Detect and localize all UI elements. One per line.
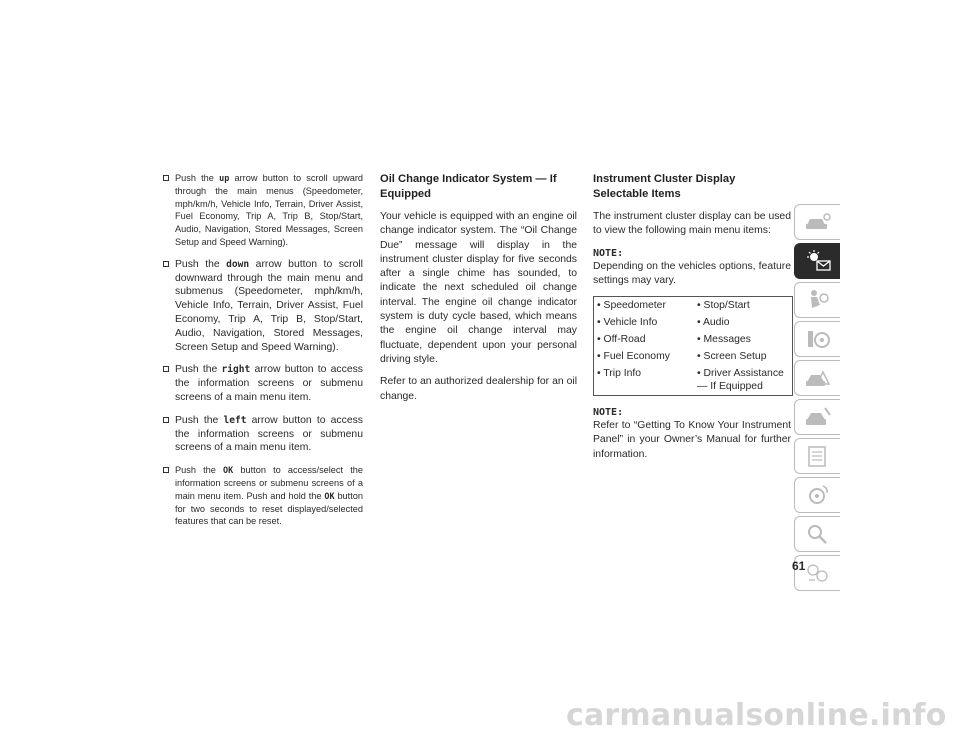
square-bullet-icon bbox=[163, 366, 169, 372]
table-cell: • Off-Road bbox=[597, 334, 646, 346]
square-bullet-icon bbox=[163, 261, 169, 267]
tab-car-wrench[interactable] bbox=[794, 399, 840, 435]
button-keyword: OK bbox=[324, 490, 335, 501]
list-item bbox=[163, 464, 363, 528]
table-cell: • Stop/Start bbox=[697, 300, 750, 312]
magnifier-index-icon bbox=[803, 522, 833, 546]
item-text: button to access/select the information screens or submenu screens of a main menu item. Push and hold the bbox=[175, 465, 363, 501]
paragraph: Your vehicle is equipped with an engine oil change indicator system. The “Oil Change Due” message will display in the instrument cluster display for five seconds after a single chime has sounded, to indicate the next scheduled oil change interval. The engine oil change indicator system is duty cycle based, which means the engine oil change interval may fluctuate, dependent upon your personal driving style. bbox=[380, 211, 577, 365]
button-keyword: up bbox=[219, 173, 230, 183]
table-row bbox=[594, 348, 793, 365]
item-text: Push the bbox=[175, 258, 227, 270]
menu-items-table bbox=[593, 296, 793, 396]
square-bullet-icon bbox=[163, 175, 169, 181]
tab-steering-wheel[interactable] bbox=[794, 321, 840, 357]
watermark: carmanualsonline.info bbox=[566, 698, 947, 733]
note-text: Refer to “Getting To Know Your Instrument Panel” in your Owner’s Manual for further information. bbox=[593, 420, 791, 460]
table-cell: • Trip Info bbox=[597, 368, 642, 380]
specifications-list-icon bbox=[803, 444, 833, 468]
list-item bbox=[163, 172, 363, 249]
tab-index[interactable] bbox=[794, 516, 840, 552]
list-item bbox=[163, 258, 363, 355]
item-text: button for two seconds to reset displayed/selected features that can be reset. bbox=[175, 490, 363, 527]
table-cell: • Fuel Economy bbox=[597, 351, 670, 363]
languages-icon bbox=[803, 561, 833, 585]
item-text: Push the bbox=[175, 414, 224, 426]
table-cell: • Audio bbox=[697, 317, 730, 329]
button-instructions-list bbox=[163, 172, 363, 528]
table-row bbox=[594, 314, 793, 331]
table-cell: • Driver Assistance — If Equipped bbox=[697, 368, 784, 393]
button-keyword: down bbox=[226, 258, 250, 270]
paragraph: The instrument cluster display can be used to view the following main menu items: bbox=[593, 211, 791, 237]
section-heading: Oil Change Indicator System — If Equipped bbox=[380, 173, 557, 200]
button-keyword: left bbox=[223, 414, 247, 426]
note-label: NOTE: bbox=[593, 407, 624, 419]
tab-car-key[interactable] bbox=[794, 204, 840, 240]
note-text: Depending on the vehicles options, feature settings may vary. bbox=[593, 260, 791, 286]
steering-wheel-icon bbox=[803, 327, 833, 351]
list-item bbox=[163, 414, 363, 455]
section-heading: Instrument Cluster Display Selectable Items bbox=[593, 173, 736, 200]
car-key-icon bbox=[803, 210, 833, 234]
table-cell: • Speedometer bbox=[597, 300, 666, 312]
chapter-tabs bbox=[794, 204, 840, 594]
square-bullet-icon bbox=[163, 467, 169, 473]
tab-multimedia[interactable] bbox=[794, 477, 840, 513]
square-bullet-icon bbox=[163, 417, 169, 423]
tab-emergency-car[interactable] bbox=[794, 360, 840, 396]
multimedia-icon bbox=[803, 483, 833, 507]
item-text: Push the bbox=[175, 465, 224, 476]
item-text: arrow button to access the information screens or submenu screens of a main menu item. bbox=[175, 414, 363, 454]
table-row bbox=[594, 297, 793, 315]
tab-airbag-seat[interactable] bbox=[794, 282, 840, 318]
item-text: arrow button to scroll upward through the main menus (Speedometer, mph/km/h, Vehicle Info, Terrain, Driver Assist, Fuel Economy, Trip A, Trip B, Stop/Start, Audio, Navigation, Stored Messages, Screen Setup and Speed Warning). bbox=[175, 173, 364, 247]
note-label: NOTE: bbox=[593, 247, 624, 259]
car-wrench-icon bbox=[803, 405, 833, 429]
column-left bbox=[163, 172, 363, 537]
column-middle bbox=[380, 172, 577, 412]
item-text: arrow button to scroll downward through the main menu and submenus (Speedometer, mph/km/h, Vehicle Info, Terrain, Driver Assist, Fuel Economy, Trip A, Trip B, Stop/Start, Audio, Navigation, Stored Messages, Screen Setup and Speed Warning). bbox=[175, 258, 363, 353]
paragraph: Refer to an authorized dealership for an oil change. bbox=[380, 376, 577, 402]
table-row bbox=[594, 331, 793, 348]
table-cell: • Screen Setup bbox=[697, 351, 767, 363]
item-text: Push the bbox=[175, 173, 220, 183]
table-cell: • Vehicle Info bbox=[597, 317, 658, 329]
button-keyword: OK bbox=[223, 465, 234, 476]
button-keyword: right bbox=[221, 364, 251, 376]
column-right bbox=[593, 172, 791, 462]
tab-warning-lights[interactable] bbox=[794, 243, 840, 279]
table-row bbox=[594, 365, 793, 396]
airbag-seat-icon bbox=[803, 288, 833, 312]
emergency-car-icon bbox=[803, 366, 833, 390]
tab-specifications[interactable] bbox=[794, 438, 840, 474]
list-item bbox=[163, 363, 363, 404]
item-text: Push the bbox=[175, 364, 222, 376]
warning-lights-icon bbox=[803, 249, 833, 273]
page-number: 61 bbox=[792, 559, 806, 573]
item-text: arrow button to access the information screens or submenu screens of a main menu item. bbox=[175, 364, 363, 403]
table-cell: • Messages bbox=[697, 334, 751, 346]
